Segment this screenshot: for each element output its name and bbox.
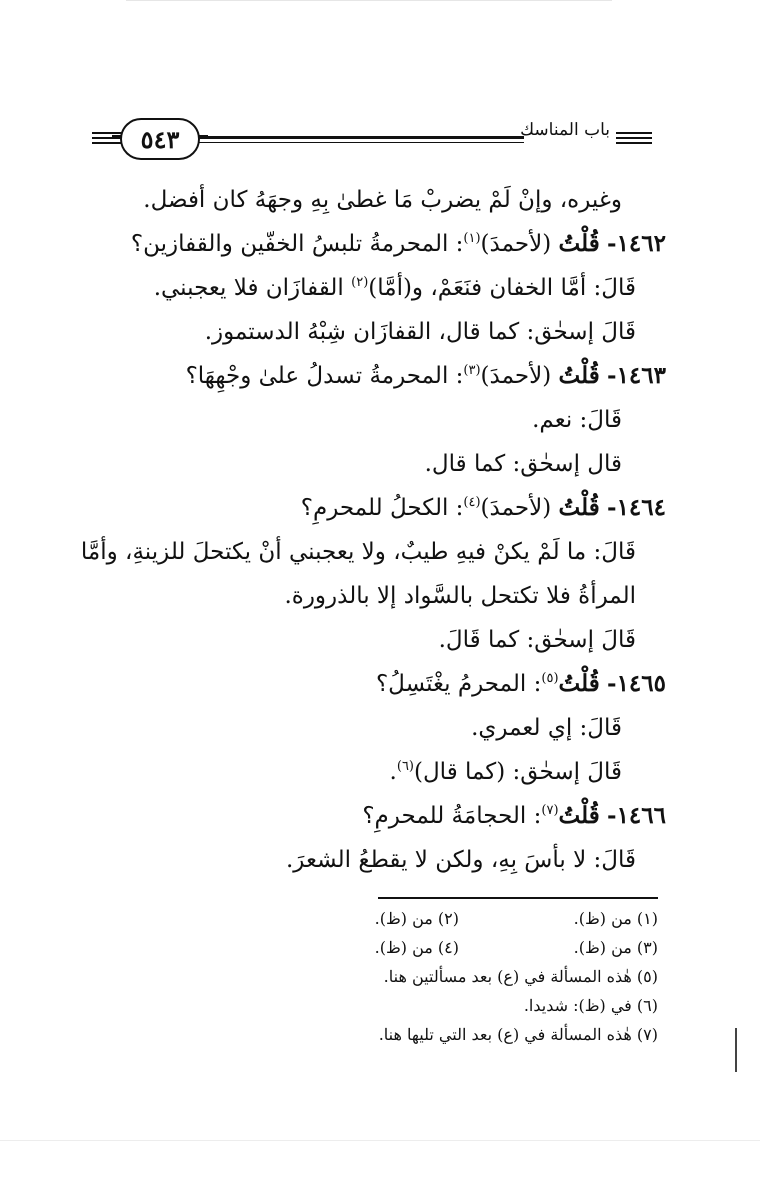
text-line [40,310,666,354]
line-text: قال إسحٰق: كما قال. [424,451,622,477]
text-line [40,618,666,662]
text-line [40,706,666,750]
question-text: : المحرمُ يغْتَسِلُ؟ [375,671,542,697]
chapter-title: باب المناسك [520,120,610,140]
line-text: قَالَ: ما لَمْ يكنْ فيهِ طيبٌ، ولا يعجبني أنْ يكتحلَ للزينةِ، وأمَّا [80,539,636,565]
question-line [40,486,666,530]
question-text: : الحجامَةُ للمحرمِ؟ [362,803,542,829]
text-line [40,574,666,618]
question-marker: قُلْتُ [558,802,600,829]
line-text: . [389,759,397,785]
line-text: قَالَ: لا بأسَ بِهِ، ولكن لا يقطعُ الشعرَ. [286,847,636,873]
line-text: قَالَ إسحٰق: كما قَالَ. [438,627,636,653]
footnote-separator [378,897,658,899]
line-text: المرأةُ فلا تكتحل بالسَّواد إلا بالذرورة. [284,583,636,609]
question-addressee: (لأحمدَ) [480,363,559,389]
footnote-7: (٧) هٰذه المسألة في (ع) بعد التي تليها هنا. [378,1025,658,1044]
header-right-ornament [616,132,652,147]
line-text: القفازَان فلا يعجبني. [153,275,352,301]
footnote-ref: (٥) [541,671,559,686]
scan-edge-line [126,0,612,1]
text-line [40,398,666,442]
footnote-4: (٤) من (ظ). [374,938,459,957]
text-line [40,750,666,794]
footnote-row [260,904,658,933]
line-text: قَالَ: إي لعمري. [471,715,622,741]
question-line [40,354,666,398]
question-marker: قُلْتُ [558,362,600,389]
question-marker: قُلْتُ [558,494,600,521]
page-number: ٥٤٣ [120,118,200,160]
footnote-5: (٥) هٰذه المسألة في (ع) بعد مسألتين هنا. [383,967,658,986]
footnote-ref: (٢) [351,275,369,290]
footnote-ref: (٧) [541,803,559,818]
question-text: : الكحلُ للمحرمِ؟ [300,495,464,521]
line-text: وغيره، وإنْ لَمْ يضربْ مَا غطىٰ بِهِ وجهَهُ كان أفضل. [143,187,622,213]
footnote-ref: (١) [463,231,481,246]
footnote-1: (١) من (ظ). [573,909,658,928]
question-marker: قُلْتُ [558,670,600,697]
question-marker: قُلْتُ [558,230,600,257]
footnotes [260,904,658,1049]
footnote-3: (٣) من (ظ). [573,938,658,957]
text-line [40,178,666,222]
line-text: قَالَ إسحٰق: (كما قال) [414,759,622,785]
footnote-row [260,933,658,962]
question-addressee: (لأحمدَ) [480,231,559,257]
footnote-ref: (٣) [463,363,481,378]
question-line [40,662,666,706]
scan-edge-line [0,1140,760,1141]
footnote-ref: (٤) [463,495,481,510]
question-number: ١٤٦٢- [607,230,666,257]
line-text: قَالَ إسحٰق: كما قال، القفازَان شِبْهُ الدستموز. [204,319,636,345]
question-number: ١٤٦٤- [607,494,666,521]
footnote-2: (٢) من (ظ). [374,909,459,928]
question-number: ١٤٦٥- [607,670,666,697]
question-number: ١٤٦٦- [607,802,666,829]
question-line [40,222,666,266]
header-rule-thin [192,142,524,143]
text-line [40,442,666,486]
line-text: قَالَ: نعم. [532,407,622,433]
footnote-6: (٦) في (ظ): شديدا. [523,996,658,1015]
main-text [40,178,666,882]
footnote-ref: (٦) [396,759,414,774]
question-addressee: (لأحمدَ) [480,495,559,521]
question-number: ١٤٦٣- [607,362,666,389]
line-text: قَالَ: أمَّا الخفان فنَعَمْ، و(أمَّا) [368,275,636,301]
question-text: : المحرمةُ تسدلُ علىٰ وجْهِهَا؟ [185,363,464,389]
text-line [40,530,666,574]
text-line [40,838,666,882]
header-rule-thick [192,136,524,139]
text-line [40,266,666,310]
question-text: : المحرمةُ تلبسُ الخفّين والقفازين؟ [130,231,464,257]
page-header [92,118,652,162]
scan-margin-mark [735,1028,737,1072]
question-line [40,794,666,838]
